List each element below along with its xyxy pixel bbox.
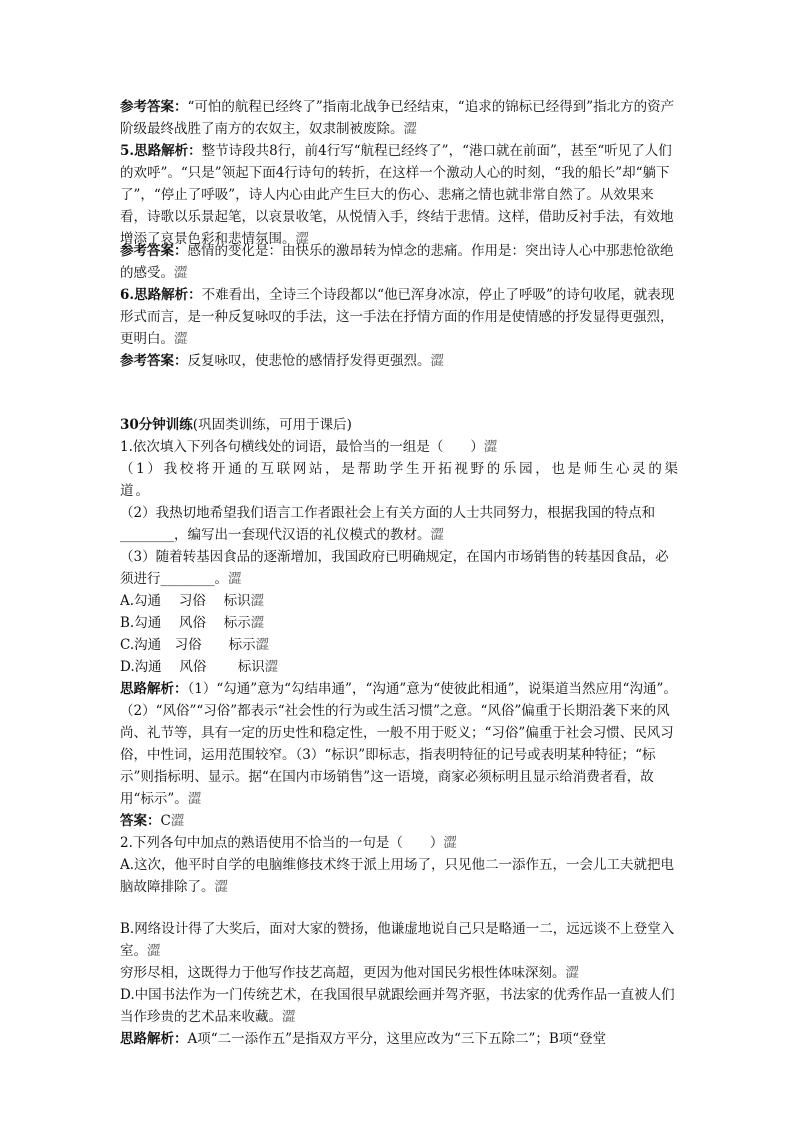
question-2-option-b [120, 918, 680, 962]
analysis-paragraph-5 [120, 140, 680, 250]
question-1-sentence-3 [120, 546, 680, 590]
option-b [120, 612, 680, 634]
answer-question-1 [120, 810, 680, 832]
option-text: D.中国书法作为一门传统艺术，在我国很早就跟绘画并驾齐驱，书法家的优秀作品一直被人们当作珍贵的艺术品来收藏。 [120, 987, 675, 1025]
analysis-text: 整节诗段共8行，前4行写“航程已经终了”，“港口就在前面”，甚至“听见了人们的欢呼”。“只是”领起下面4行诗句的转折，在这样一个激动人心的时刻，“我的船长”却“躺下了”，“停止了呼吸”，诗人内心由此产生巨大的伤心、悲痛之情也就非常自然了。从效果来看，诗歌以乐景起笔，以哀景收笔，从悦情入手，终结于悲情。这样，借助反衬手法，有效地增添了哀景色彩和悲情氛围。 [120, 143, 674, 247]
question-1-sentence-2 [120, 502, 680, 546]
trailing-mark: 澀 [430, 353, 444, 369]
answer-label: 参考答案： [120, 99, 188, 115]
trailing-mark: 澀 [170, 813, 185, 829]
analysis-question-2 [120, 1028, 680, 1050]
option-text: B.勾通 风俗 标示 [120, 615, 251, 631]
section-heading [120, 414, 680, 436]
trailing-mark: 澀 [174, 265, 188, 281]
answer-label: 参考答案： [120, 243, 188, 259]
question-1 [120, 436, 680, 458]
option-c [120, 634, 680, 656]
analysis-text: A项“二一添作五”是指双方平分，这里应改为“三下五除二”；B项“登堂 [187, 1031, 607, 1047]
trailing-mark: 澀 [430, 527, 444, 543]
analysis-text: （1）“勾通”意为“勾结串通”，“沟通”意为“使彼此相通”，说渠道当然应用“沟通”。（2）“风俗”“习俗”都表示“社会性的行为或生活习惯”之意。“风俗”偏重于长期沿袭下来的风尚、礼节等，具有一定的历史性和稳定性，一般不用于贬义；“习俗”偏重于社会习惯、民风习俗，中性词，运用范围较窄。（3）“标识”即标志，指表明特征的记号或表明某种特征；“标示”则指标明、显示。据“在国内市场销售”这一语境，商家必须标明且显示给消费者看，故用“标示”。 [120, 681, 677, 807]
option-text: A.这次，他平时自学的电脑维修技术终于派上用场了，只见他二一添作五，一会儿工夫就把电脑故障排除了。 [120, 857, 675, 895]
question-2-option-a [120, 854, 680, 898]
trailing-mark: 澀 [282, 1009, 296, 1025]
analysis-label: 5.思路解析： [120, 143, 202, 159]
trailing-mark: 澀 [403, 121, 417, 137]
option-text: D.沟通 风俗 标识 [120, 659, 265, 675]
answer-text: 感情的变化是：由快乐的激昂转为悼念的悲痛。作用是：突出诗人心中那悲怆欲绝的感受。 [120, 243, 674, 281]
trailing-mark: 澀 [147, 943, 161, 959]
trailing-mark: 澀 [295, 231, 309, 247]
option-text: A.勾通 习俗 标识 [120, 593, 251, 609]
trailing-mark: 澀 [264, 659, 279, 675]
trailing-mark: 澀 [255, 637, 270, 653]
answer-paragraph-1 [120, 96, 680, 140]
option-text: 穷形尽相，这既得力于他写作技艺高超，更因为他对国民劣根性体味深刻。 [120, 965, 566, 981]
answer-label: 参考答案： [120, 353, 188, 369]
answer-text: C [160, 813, 171, 829]
answer-label: 答案： [120, 813, 161, 829]
analysis-question-1 [120, 678, 680, 810]
analysis-label: 6.思路解析： [120, 287, 202, 303]
sentence-text: （3）随着转基因食品的逐渐增加，我国政府已明确规定，在国内市场销售的转基因食品，必须进行________。 [120, 549, 669, 587]
trailing-mark: 澀 [174, 331, 188, 347]
answer-text: 反复咏叹，使悲怆的感情抒发得更强烈。 [187, 353, 431, 369]
option-text: B.网络设计得了大奖后，面对大家的赞扬，他谦虚地说自己只是略通一二，远远谈不上登堂入室。 [120, 921, 675, 959]
section-subtitle: (巩固类训练，可用于课后) [192, 417, 352, 433]
analysis-label: 思路解析： [120, 1031, 188, 1047]
sentence-text: （1）我校将开通的互联网站，是帮助学生开拓视野的乐园，也是师生心灵的渠道。 [120, 461, 680, 499]
sentence-text: （2）我热切地希望我们语言工作者跟社会上有关方面的人士共同努力，根据我国的特点和________，编写出一套现代汉语的礼仪模式的教材。 [120, 505, 656, 543]
trailing-mark: 澀 [187, 791, 202, 807]
trailing-mark: 澀 [228, 571, 242, 587]
question-2 [120, 832, 680, 854]
trailing-mark: 澀 [214, 879, 228, 895]
trailing-mark: 澀 [443, 835, 457, 851]
question-2-option-c-fragment [120, 962, 680, 984]
question-2-option-d [120, 984, 680, 1028]
analysis-paragraph-6 [120, 284, 680, 350]
question-text: 1.依次填入下列各句横线处的词语，最恰当的一组是（ ） [120, 439, 484, 455]
trailing-mark: 澀 [483, 439, 498, 455]
option-text: C.沟通 习俗 标示 [120, 637, 256, 653]
option-a [120, 590, 680, 612]
answer-text: “可怕的航程已经终了”指南北战争已经结束，“追求的锦标已经得到”指北方的资产阶级最终战胜了南方的农奴主，奴隶制被废除。 [120, 99, 675, 137]
trailing-mark: 澀 [565, 965, 579, 981]
answer-paragraph-5 [120, 240, 680, 284]
section-title: 30分钟训练 [120, 417, 193, 433]
question-text: 2.下列各句中加点的熟语使用不恰当的一句是（ ） [120, 835, 444, 851]
option-d [120, 656, 680, 678]
trailing-mark: 澀 [250, 593, 265, 609]
question-1-sentence-1 [120, 458, 680, 502]
analysis-text: 不难看出，全诗三个诗段都以“他已浑身冰凉，停止了呼吸”的诗句收尾，就表现形式而言，是一种反复咏叹的手法，这一手法在抒情方面的作用是使情感的抒发显得更强烈，更明白。 [120, 287, 675, 347]
answer-paragraph-6 [120, 350, 680, 372]
trailing-mark: 澀 [250, 615, 265, 631]
analysis-label: 思路解析： [120, 681, 188, 697]
